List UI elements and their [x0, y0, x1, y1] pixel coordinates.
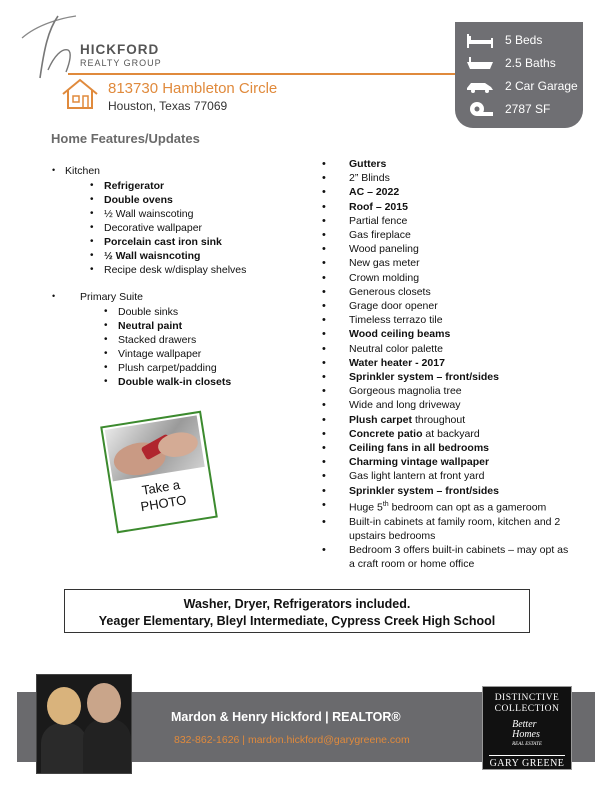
list-item: • Timeless terrazo tile	[322, 313, 572, 327]
list-item: • Wood paneling	[322, 242, 572, 256]
agent-contact[interactable]: 832-862-1626 | mardon.hickford@garygreene.com	[174, 734, 410, 746]
left-feature-list	[52, 165, 246, 389]
list-item: • ½ Wall wainscoting	[104, 207, 246, 221]
list-item: • Plush carpet throughout	[322, 413, 572, 427]
list-item: • Refrigerator	[104, 179, 246, 193]
list-item: • Sprinkler system – front/sides	[322, 370, 572, 384]
header-divider	[68, 73, 460, 75]
brand-line-1: DISTINCTIVE COLLECTION	[494, 693, 560, 714]
list-item: • Wood ceiling beams	[322, 327, 572, 341]
list-item: • Gas fireplace	[322, 228, 572, 242]
agent-photo	[36, 674, 132, 774]
property-stats-panel	[455, 22, 583, 128]
list-item: • 2” Blinds	[322, 171, 572, 185]
list-item: • Grage door opener	[322, 299, 572, 313]
list-item: • Crown molding	[322, 271, 572, 285]
bed-icon	[465, 32, 495, 48]
list-item: • Gorgeous magnolia tree	[322, 384, 572, 398]
list-item: • Double ovens	[104, 193, 246, 207]
agent-name: Mardon & Henry Hickford | REALTOR®	[171, 710, 401, 724]
logo-subtitle: REALTY GROUP	[80, 58, 162, 68]
list-item: • Roof – 2015	[322, 200, 572, 214]
kitchen-heading: • Kitchen	[52, 165, 101, 177]
list-item: • Bedroom 3 offers built-in cabinets – may opt as a craft room or home office	[322, 543, 572, 571]
list-item: • Double sinks	[118, 305, 246, 319]
list-item: • Partial fence	[322, 214, 572, 228]
brokerage-logo	[482, 686, 572, 770]
list-item: • Wide and long driveway	[322, 398, 572, 412]
primary-suite-heading: • Primary Suite	[52, 291, 144, 303]
stat-beds	[455, 30, 583, 50]
kitchen-items	[104, 179, 246, 277]
brand-line-3: GARY GREENE	[489, 755, 565, 769]
list-item: • Decorative wallpaper	[104, 221, 246, 235]
property-city: Houston, Texas 77069	[108, 99, 228, 113]
list-item: • Recipe desk w/display shelves	[104, 263, 246, 277]
stat-area-text: 2787 SF	[505, 102, 551, 116]
stat-area	[455, 99, 583, 119]
photo-caption: Take a PHOTO	[139, 476, 188, 515]
property-address: 813730 Hambleton Circle	[108, 80, 278, 97]
tape-measure-icon	[465, 101, 495, 117]
brand-mark: Better Homes REAL ESTATE	[512, 719, 542, 747]
stat-beds-text: 5 Beds	[505, 33, 543, 47]
list-item: • Neutral paint	[118, 319, 246, 333]
logo-swoosh-icon	[18, 10, 88, 80]
primary-suite-label: Primary Suite	[80, 291, 144, 303]
list-item: • ½ Wall waisncoting	[104, 249, 246, 263]
take-photo-card	[100, 411, 218, 534]
house-icon	[60, 77, 100, 111]
list-item: • Charming vintage wallpaper	[322, 455, 572, 469]
logo-name: HICKFORD	[80, 42, 160, 57]
stat-baths-text: 2.5 Baths	[505, 56, 556, 70]
list-item: • Concrete patio at backyard	[322, 427, 572, 441]
list-item: • Double walk-in closets	[118, 375, 246, 389]
list-item: • Ceiling fans in all bedrooms	[322, 441, 572, 455]
stat-garage	[455, 76, 583, 96]
list-item: • Plush carpet/padding	[118, 361, 246, 375]
phone-camera-icon	[105, 415, 205, 481]
company-logo	[18, 10, 168, 80]
list-item: • Water heater - 2017	[322, 356, 572, 370]
car-icon	[465, 78, 495, 94]
list-item: • Built-in cabinets at family room, kitchen and 2 upstairs bedrooms	[322, 515, 572, 543]
bathtub-icon	[465, 55, 495, 71]
list-item: • Gutters	[322, 157, 572, 171]
stat-baths	[455, 53, 583, 73]
list-item: • Porcelain cast iron sink	[104, 235, 246, 249]
list-item: • New gas meter	[322, 256, 572, 270]
included-line-1: Washer, Dryer, Refrigerators included.	[183, 597, 411, 611]
primary-suite-items	[118, 305, 246, 389]
included-line-2: Yeager Elementary, Bleyl Intermediate, Cypress Creek High School	[98, 614, 496, 628]
list-item: • Stacked drawers	[118, 333, 246, 347]
list-item: • Generous closets	[322, 285, 572, 299]
list-item: • Neutral color palette	[322, 342, 572, 356]
list-item: • Gas light lantern at front yard	[322, 469, 572, 483]
list-item: • Huge 5th bedroom can opt as a gameroom	[322, 498, 572, 515]
list-item: • Vintage wallpaper	[118, 347, 246, 361]
kitchen-label: Kitchen	[65, 165, 101, 177]
stat-garage-text: 2 Car Garage	[505, 79, 578, 93]
list-item: • AC – 2022	[322, 185, 572, 199]
phone-hand-image	[105, 415, 205, 481]
included-box	[64, 589, 530, 633]
list-item: • Sprinkler system – front/sides	[322, 484, 572, 498]
section-title: Home Features/Updates	[51, 131, 200, 146]
right-feature-list	[322, 157, 572, 571]
